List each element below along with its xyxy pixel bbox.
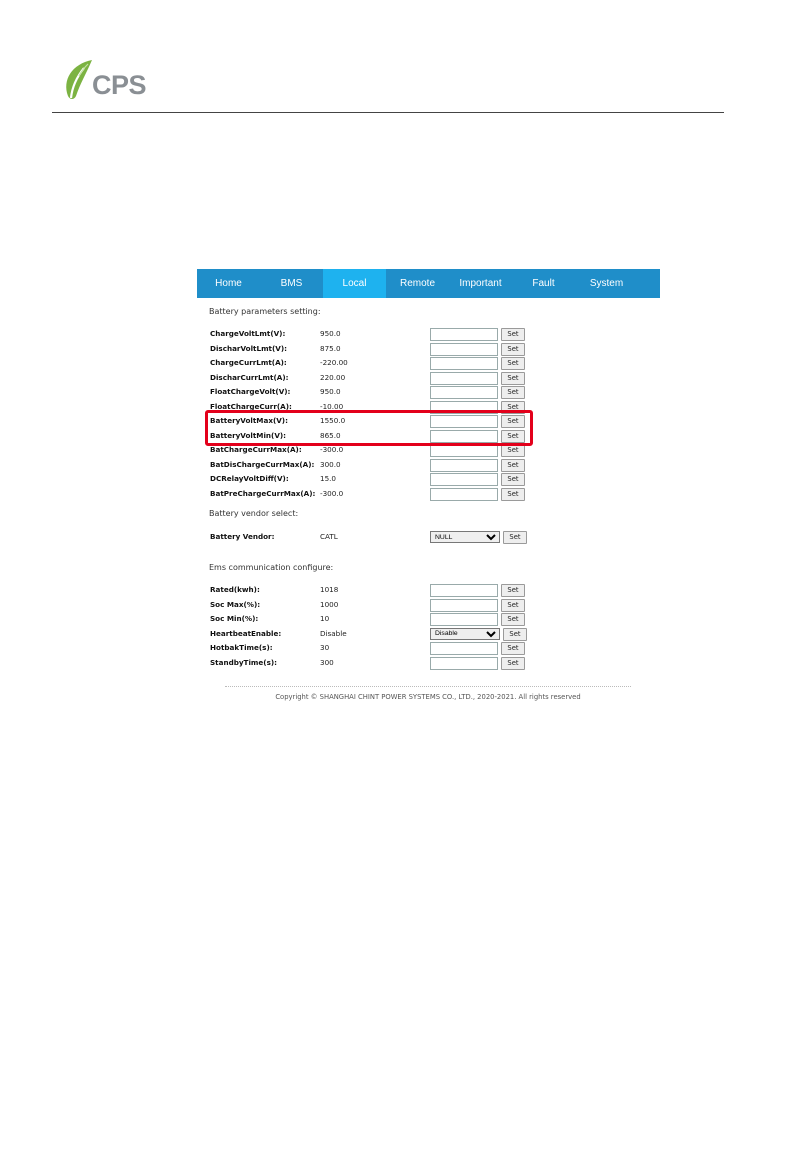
set-button[interactable]: Set [501, 343, 525, 356]
row-input[interactable] [430, 488, 498, 501]
row-input[interactable] [430, 459, 498, 472]
row-input[interactable] [430, 357, 498, 370]
param-row [197, 599, 660, 612]
param-row [197, 488, 660, 501]
set-button[interactable]: Set [501, 459, 525, 472]
row-label: FloatChargeVolt(V): [210, 387, 291, 396]
row-label: BatChargeCurrMax(A): [210, 445, 302, 454]
row-value: -10.00 [320, 401, 344, 411]
row-input[interactable] [430, 386, 498, 399]
tab-remote[interactable]: Remote [399, 278, 435, 289]
set-button[interactable]: Set [501, 372, 525, 385]
row-label: HotbakTime(s): [210, 643, 273, 652]
set-button[interactable]: Set [501, 328, 525, 341]
set-button[interactable]: Set [501, 415, 525, 428]
row-input[interactable] [430, 599, 498, 612]
tab-system[interactable]: System [589, 278, 624, 289]
param-row [197, 613, 660, 626]
param-row [197, 328, 660, 341]
set-button[interactable]: Set [501, 488, 525, 501]
vendor-select[interactable] [430, 531, 500, 543]
header-divider [52, 112, 724, 113]
row-label: DCRelayVoltDiff(V): [210, 474, 289, 483]
param-row [197, 343, 660, 356]
row-label: Battery Vendor: [210, 532, 275, 541]
param-row [197, 386, 660, 399]
param-row [197, 473, 660, 486]
row-label: BatteryVoltMax(V): [210, 416, 288, 425]
set-button[interactable]: Set [501, 657, 525, 670]
row-value: 10 [320, 614, 330, 623]
row-input[interactable] [430, 328, 498, 341]
row-value: Disable [320, 628, 347, 638]
vendor-row [197, 531, 660, 544]
tab-fault[interactable]: Fault [532, 278, 555, 289]
ems-section-title: Ems communication configure: [209, 563, 334, 572]
battery-section-title: Battery parameters setting: [209, 307, 321, 316]
row-value: 875.0 [320, 343, 341, 353]
row-input[interactable] [430, 343, 498, 356]
set-button[interactable]: Set [501, 357, 525, 370]
row-value: -300.0 [320, 445, 344, 454]
logo-text: CPS [92, 70, 147, 100]
row-label: Soc Min(%): [210, 614, 259, 623]
set-button[interactable]: Set [501, 613, 525, 626]
highlight-box [205, 410, 533, 446]
row-input[interactable] [430, 372, 498, 385]
row-value: 1000 [320, 599, 339, 609]
row-input[interactable] [430, 613, 498, 626]
set-button[interactable]: Set [501, 584, 525, 597]
row-value: CATL [320, 532, 338, 541]
param-row [197, 642, 660, 655]
footer-divider [225, 686, 631, 687]
set-button[interactable]: Set [503, 628, 527, 641]
set-button[interactable]: Set [501, 599, 525, 612]
row-value: 220.00 [320, 372, 346, 382]
copyright-text: Copyright © SHANGHAI CHINT POWER SYSTEMS CO., LTD., 2020-2021. All rights reserved [275, 693, 581, 701]
row-value: 950.0 [320, 329, 341, 338]
row-input[interactable] [430, 473, 498, 486]
set-button[interactable]: Set [503, 531, 527, 544]
row-value: -220.00 [320, 358, 348, 367]
row-input[interactable] [430, 657, 498, 670]
web-panel [197, 269, 660, 667]
vendor-section-title: Battery vendor select: [209, 509, 299, 518]
row-label: BatPreChargeCurrMax(A): [210, 488, 316, 498]
row-label: StandbyTime(s): [210, 657, 278, 667]
row-value: -300.0 [320, 488, 344, 498]
row-value: 15.0 [320, 474, 337, 483]
row-label: BatteryVoltMin(V): [210, 430, 287, 440]
param-row [197, 657, 660, 670]
row-label: Soc Max(%): [210, 599, 261, 609]
set-button[interactable]: Set [501, 642, 525, 655]
row-label: DischarVoltLmt(V): [210, 343, 287, 353]
row-label: HeartbeatEnable: [210, 628, 282, 638]
row-label: ChargeVoltLmt(V): [210, 329, 286, 338]
row-label: BatDisChargeCurrMax(A): [210, 459, 315, 469]
param-row [197, 357, 660, 370]
param-row [197, 628, 660, 641]
set-button[interactable]: Set [501, 444, 525, 457]
row-value: 1018 [320, 585, 339, 594]
set-button[interactable]: Set [501, 401, 525, 414]
tab-local[interactable]: Local [323, 269, 386, 298]
row-label: FloatChargeCurr(A): [210, 401, 292, 411]
row-select[interactable] [430, 628, 500, 640]
row-value: 1550.0 [320, 416, 346, 425]
param-row [197, 584, 660, 597]
row-value: 950.0 [320, 387, 341, 396]
row-label: ChargeCurrLmt(A): [210, 358, 287, 367]
set-button[interactable]: Set [501, 430, 525, 443]
tab-bms[interactable]: BMS [280, 278, 303, 289]
param-row [197, 372, 660, 385]
row-input[interactable] [430, 584, 498, 597]
set-button[interactable]: Set [501, 473, 525, 486]
tab-home[interactable]: Home [215, 278, 242, 289]
nav-bar [197, 269, 660, 298]
row-value: 865.0 [320, 430, 341, 440]
tab-important[interactable]: Important [459, 278, 502, 289]
cps-logo [62, 58, 162, 102]
row-label: DischarCurrLmt(A): [210, 372, 289, 382]
row-value: 30 [320, 643, 330, 652]
row-input[interactable] [430, 642, 498, 655]
row-label: Rated(kwh): [210, 585, 260, 594]
row-value: 300.0 [320, 459, 341, 469]
param-row [197, 459, 660, 472]
set-button[interactable]: Set [501, 386, 525, 399]
row-value: 300 [320, 657, 334, 667]
